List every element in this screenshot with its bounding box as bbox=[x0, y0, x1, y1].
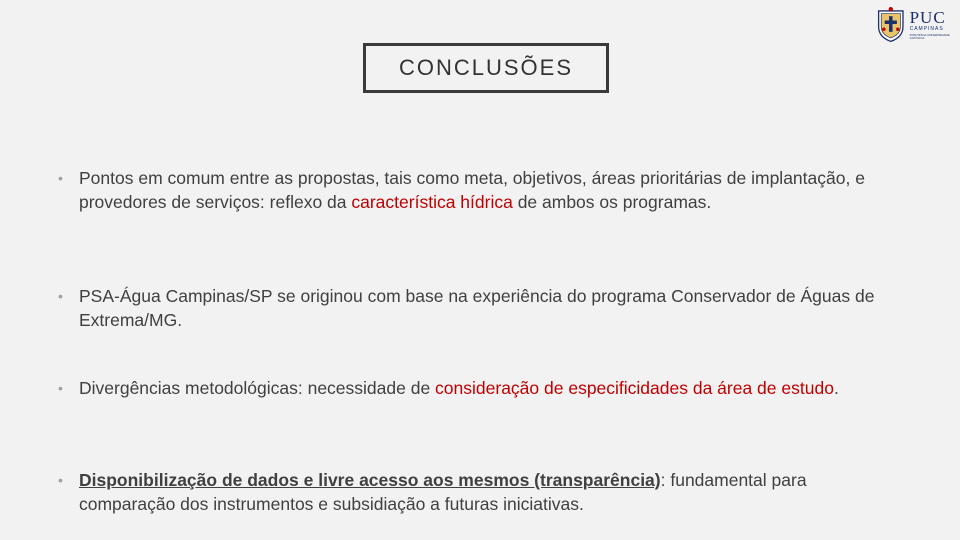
bullet-item bbox=[58, 166, 888, 214]
bullet-item bbox=[58, 376, 839, 400]
logo-tagline: PONTIFÍCIA UNIVERSIDADE CATÓLICA bbox=[909, 32, 950, 40]
bullet-text: Pontos em comum entre as propostas, tais como meta, objetivos, áreas prioritárias de implantação, e provedores de serviços: reflexo da bbox=[79, 168, 865, 212]
bullet-dot-icon: • bbox=[58, 170, 63, 186]
bullet-text: Divergências metodológicas: necessidade de bbox=[79, 378, 436, 398]
bullet-text: de ambos os programas. bbox=[512, 192, 712, 212]
logo-subtitle: CAMPINAS bbox=[909, 25, 944, 32]
puc-logo bbox=[876, 2, 958, 46]
bullet-dot-icon: • bbox=[58, 472, 63, 488]
crest-icon bbox=[876, 3, 906, 45]
bullet-text: PSA-Água Campinas/SP se originou com base na experiência do programa Conservador de Águas de Extrema/MG. bbox=[79, 286, 875, 330]
bullet-item bbox=[58, 284, 888, 332]
title-box bbox=[363, 43, 609, 93]
bullet-dot-icon: • bbox=[58, 380, 63, 396]
bullet-emphasis: Disponibilização de dados e livre acesso aos mesmos (transparência) bbox=[79, 470, 661, 490]
bullet-text: : fundamental para comparação dos instrumentos e subsidiação a futuras iniciativas. bbox=[79, 470, 807, 514]
bullet-item bbox=[58, 468, 888, 516]
slide-title: CONCLUSÕES bbox=[398, 55, 574, 80]
logo-name: PUC bbox=[909, 7, 946, 27]
bullet-highlight: consideração de especificidades da área de estudo bbox=[435, 378, 834, 398]
bullet-dot-icon: • bbox=[58, 288, 63, 304]
bullet-highlight: característica hídrica bbox=[351, 192, 513, 212]
bullet-text: . bbox=[833, 378, 839, 398]
